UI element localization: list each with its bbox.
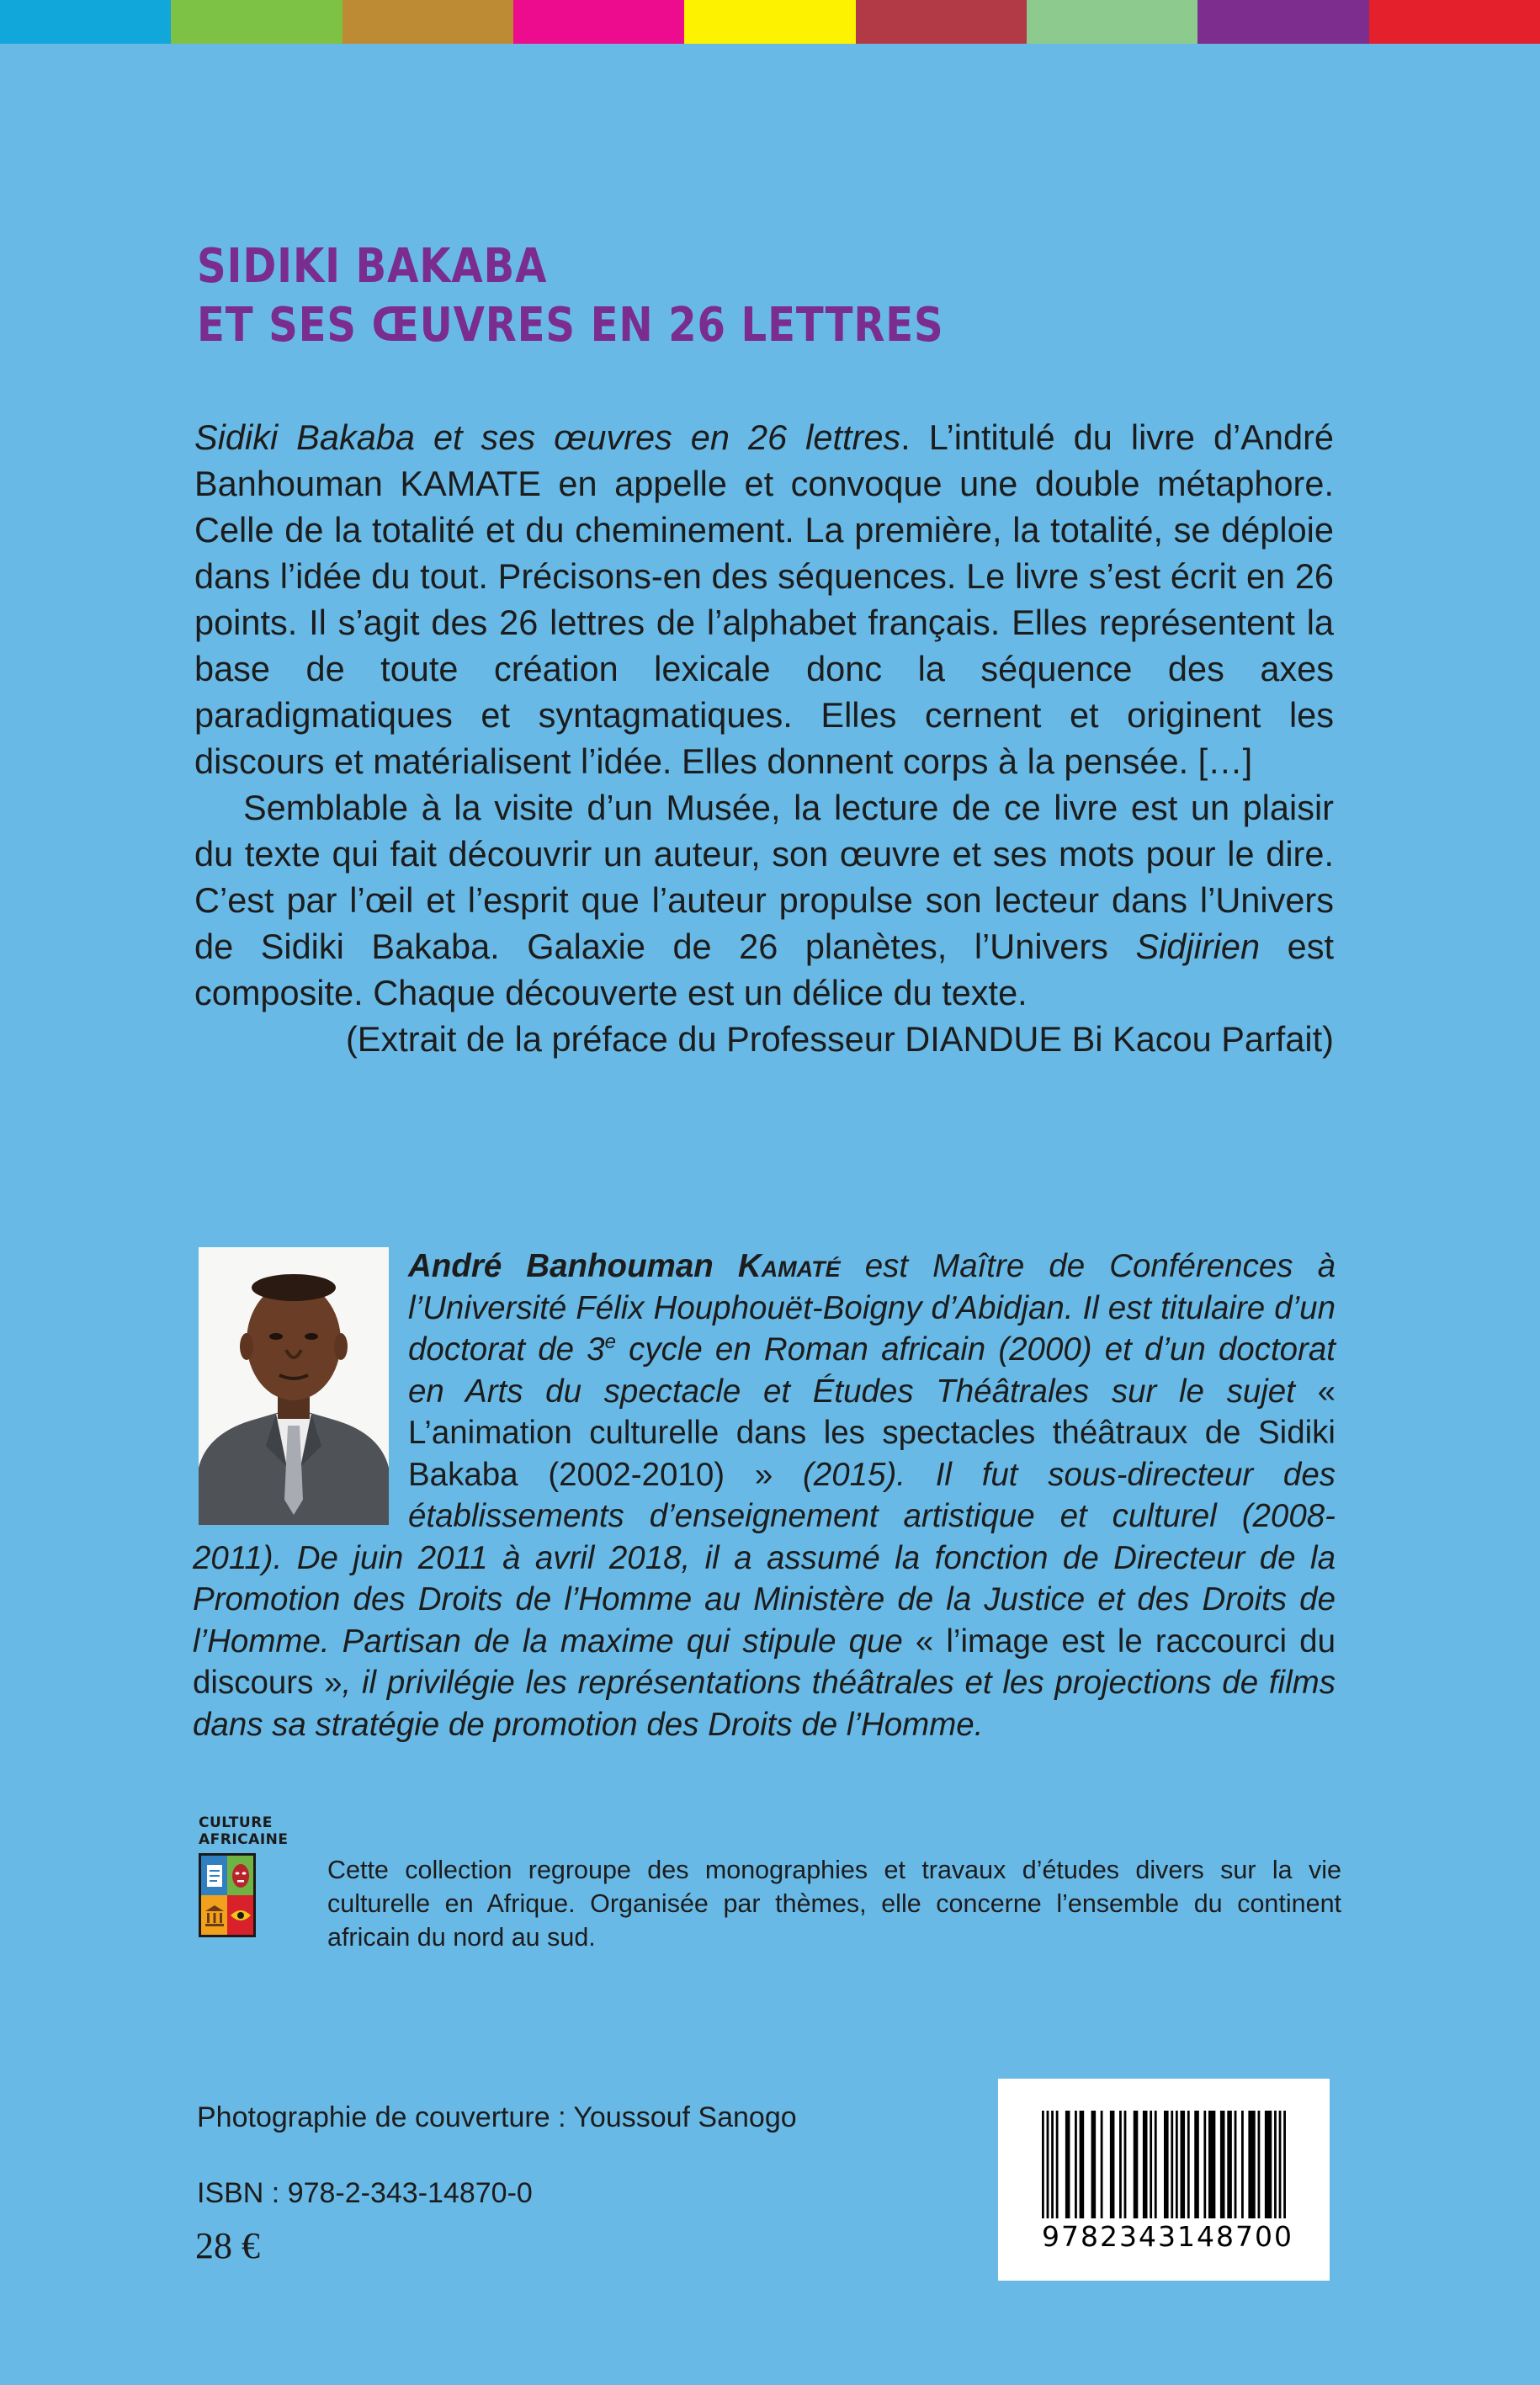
document-icon [201,1856,227,1895]
color-strip-segment-8 [1197,0,1368,44]
barcode-bar [1279,2111,1282,2218]
barcode-bar [1047,2111,1049,2218]
barcode-bar [1265,2111,1272,2218]
barcode-bar [1187,2111,1190,2218]
blurb-p2-italic: Sidjirien [1135,927,1261,966]
logo-text-line-2: AFRICAINE [199,1831,289,1848]
bio-text-1: est Maître de Conférences à l’Université Félix Houphouët-Boigny d’Abidjan. Il est titulaire d’un doctorat de 3 [408,1248,1336,1368]
color-strip-segment-2 [171,0,342,44]
logo-text-line-1: CULTURE [199,1814,273,1831]
building-icon [201,1895,227,1935]
photo-credit: Photographie de couverture : Youssouf Sanogo [197,2101,797,2133]
blurb-p2-text-b: est composite. Chaque découverte est un délice du texte. [194,927,1334,1012]
barcode-bar [1203,2111,1206,2218]
barcode-bar [1119,2111,1122,2218]
collection-description: Cette collection regroupe des monographies et travaux d’études divers sur la vie culturelle en Afrique. Organisée par thèmes, elle concerne l’ensemble du continent africain du nord au sud. [327,1856,1341,1952]
bio-text-3: (2015). Il fut sous-directeur des établissements d’enseignement artistique et culturel (2008-2011). De juin 2011 à avril 2018, il a assumé la fonction de Directeur de la Promotion des Droits de l’Homme au Ministère de la Justice et des Droits de l’Homme. Partisan de la maxime qui stipule que [193,1456,1336,1660]
color-strip-segment-1 [0,0,171,44]
author-name-last: Kamaté [737,1248,841,1284]
author-name-first: André Banhouman [408,1248,738,1284]
blurb-paragraph-2 [194,784,1334,1016]
barcode-bar [1283,2111,1286,2218]
eye-icon [227,1895,253,1935]
barcode-bar [1164,2111,1169,2218]
collection-logo [199,1814,289,1937]
bio-quote-1: « L’animation culturelle dans les spectacles théâtraux de Sidiki Bakaba (2002-2010) » [408,1373,1336,1493]
blurb-p2-text-a: Semblable à la visite d’un Musée, la lecture de ce livre est un plaisir du texte qui fait découvrir un auteur, son œuvre et ses mots pour le dire. C’est par l’œil et l’esprit que l’auteur propulse son lecteur dans l’Univers de Sidiki Bakaba. Galaxie de 26 planètes, l’Univers [194,788,1334,966]
barcode-bar [1181,2111,1186,2218]
bio-text-2: cycle en Roman africain (2000) et d’un doctorat en Arts du spectacle et Études Théâtrales sur le sujet [408,1331,1336,1410]
barcode-bar [1042,2111,1044,2218]
barcode-bar [1208,2111,1215,2218]
color-strip-segment-3 [343,0,513,44]
book-title [197,237,1375,355]
barcode-bar [1220,2111,1225,2218]
barcode-bar [1124,2111,1127,2218]
barcode-bar [1150,2111,1152,2218]
bio-text-4: , il privilégie les représentations théâtrales et les projections de films dans sa stratégie de promotion des Droits de l’Homme. [193,1665,1336,1743]
title-line-1: SIDIKI BAKABA [197,239,548,294]
barcode-bar [1075,2111,1077,2218]
color-strip [0,0,1540,44]
color-strip-segment-4 [513,0,684,44]
color-strip-segment-9 [1369,0,1540,44]
barcode-bar [1194,2111,1199,2218]
barcode-bar [1091,2111,1097,2218]
preface-source: (Extrait de la préface du Professeur DIANDUE Bi Kacou Parfait) [345,1019,1334,1059]
logo-grid [199,1853,256,1937]
barcode-bar [1235,2111,1237,2218]
barcode-bar [1134,2111,1139,2218]
photo-spacer [193,1246,408,1523]
barcode-bar [1143,2111,1148,2218]
barcode-bar [1258,2111,1261,2218]
color-strip-segment-5 [684,0,855,44]
barcode-bar [1241,2111,1244,2218]
barcode-bar [1065,2111,1070,2218]
blurb-paragraph-1 [194,414,1334,784]
color-strip-segment-7 [1027,0,1197,44]
author-bio [193,1246,1336,1745]
barcode-bar [1274,2111,1277,2218]
barcode-bar [1176,2111,1178,2218]
barcode-bar [1110,2111,1115,2218]
blurb [194,414,1334,1062]
color-strip-segment-6 [856,0,1027,44]
bio-superscript: e [604,1331,616,1354]
barcode-bar [1227,2111,1232,2218]
barcode-bar [1171,2111,1173,2218]
barcode-bar [1080,2111,1085,2218]
book-title-italic: Sidiki Bakaba et ses œuvres en 26 lettres [194,417,901,457]
title-line-2: ET SES ŒUVRES EN 26 LETTRES [197,298,944,353]
barcode [998,2079,1330,2281]
barcode-bar [1051,2111,1054,2218]
barcode-bar [1155,2111,1157,2218]
barcode-bars [1042,2111,1286,2218]
price: 28 € [195,2225,260,2266]
bio-quote-2: « l’image est le raccourci du discours » [193,1623,1336,1701]
barcode-bar [1101,2111,1103,2218]
blurb-p1-text: . L’intitulé du livre d’André Banhouman KAMATE en appelle et convoque une double métaphore. Celle de la totalité et du cheminement. La première, la totalité, se déploie dans l’idée du tout. Précisons-en des séquences. Le livre s’est écrit en 26 points. Il s’agit des 26 lettres de l’alphabet français. Elles représentent la base de toute création lexicale donc la séquence des axes paradigmatiques et syntagmatiques. Elles cernent et originent les discours et matérialisent l’idée. Elles donnent corps à la pensée. […] [194,417,1334,781]
barcode-bar [1056,2111,1059,2218]
barcode-bar [1248,2111,1255,2218]
mask-icon [227,1856,253,1895]
isbn: ISBN : 978-2-343-14870-0 [197,2177,533,2209]
barcode-digits: 9782343148700 [1042,2220,1293,2253]
